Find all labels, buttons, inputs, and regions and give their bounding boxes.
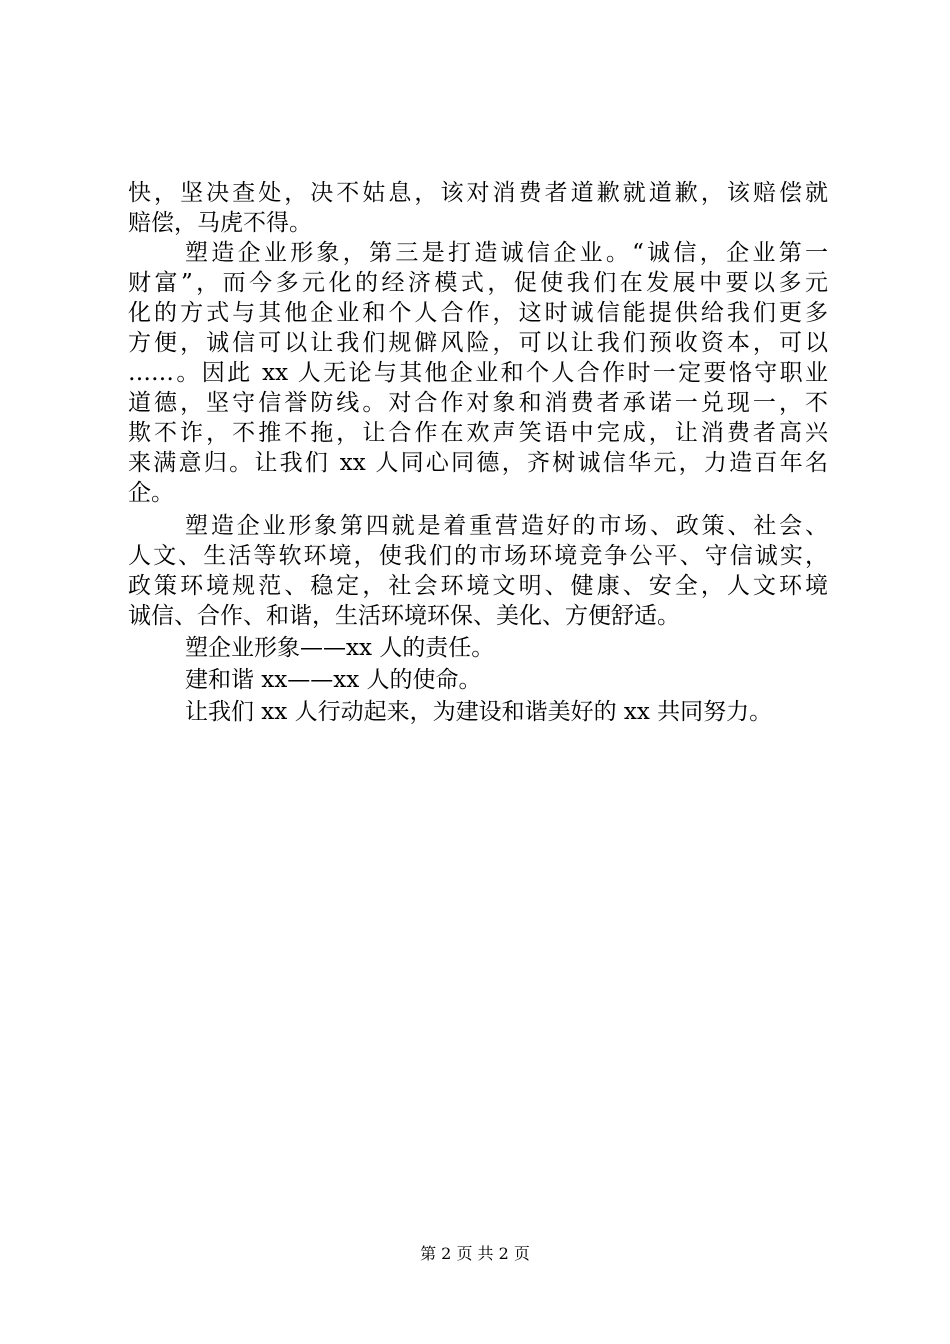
- slogan-line: 建和谐 xx——xx 人的使命。: [185, 667, 482, 693]
- slogan-line: 塑企业形象——xx 人的责任。: [185, 635, 495, 661]
- paragraph-line: 来满意归。让我们 xx 人同心同德，齐树诚信华元，力造百年名: [128, 450, 828, 476]
- paragraph-line: 赔偿，马虎不得。: [128, 210, 312, 236]
- page-number-footer: 第 2 页 共 2 页: [420, 1244, 530, 1263]
- paragraph-line: 欺不诈，不推不拖，让合作在欢声笑语中完成，让消费者高兴: [128, 420, 828, 446]
- paragraph-line: 化的方式与其他企业和个人合作，这时诚信能提供给我们更多: [128, 300, 828, 326]
- paragraph-line: 企。: [128, 480, 174, 506]
- paragraph-line: 人文、生活等软环境，使我们的市场环境竞争公平、守信诚实，: [128, 543, 828, 569]
- paragraph-line: 诚信、合作、和谐，生活环境环保、美化、方便舒适。: [128, 603, 680, 629]
- paragraph-line: 塑造企业形象第四就是着重营造好的市场、政策、社会、: [185, 513, 828, 539]
- paragraph-line: 道德，坚守信誉防线。对合作对象和消费者承诺一兑现一，不: [128, 390, 828, 416]
- paragraph-line: 方便，诚信可以让我们规僻风险，可以让我们预收资本，可以: [128, 330, 828, 356]
- paragraph-line: 政策环境规范、稳定，社会环境文明、健康、安全，人文环境: [128, 573, 828, 599]
- paragraph-line: 塑造企业形象，第三是打造诚信企业。“诚信，企业第一: [185, 240, 828, 266]
- paragraph-line: 快，坚决查处，决不姑息，该对消费者道歉就道歉，该赔偿就: [128, 180, 828, 206]
- paragraph-line: ……。因此 xx 人无论与其他企业和个人合作时一定要恪守职业: [128, 360, 828, 386]
- closing-line: 让我们 xx 人行动起来，为建设和谐美好的 xx 共同努力。: [185, 699, 773, 725]
- paragraph-line: 财富”，而今多元化的经济模式，促使我们在发展中要以多元: [128, 270, 828, 296]
